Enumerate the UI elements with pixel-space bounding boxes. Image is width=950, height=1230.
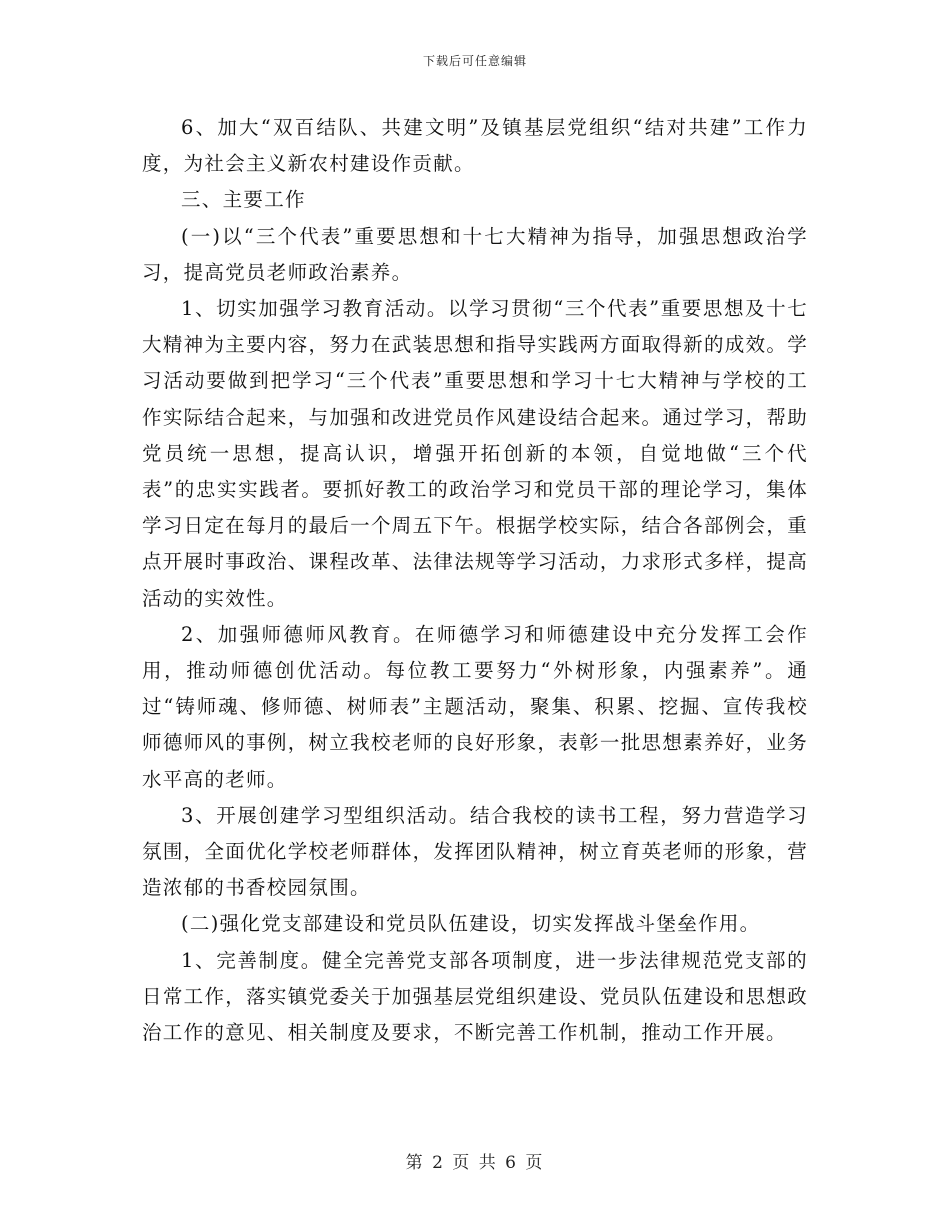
page-number: 第 2 页 共 6 页 [405,1153,545,1173]
page-header: 下载后可任意编辑 [422,54,527,68]
paragraph-learning-organization: 3、开展创建学习型组织活动。结合我校的读书工程，努力营造学习氛围，全面优化学校老师群体，发挥团队精神，树立育英老师的形象，营造浓郁的书香校园氛围。 [142,803,808,900]
subsection-heading-1: (一)以“三个代表”重要思想和十七大精神为指导，加强思想政治学习，提高党员老师政治素养。 [142,224,808,284]
paragraph-teacher-ethics: 2、加强师德师风教育。在师德学习和师德建设中充分发挥工会作用，推动师德创优活动。每位教工要努力“外树形象，内强素养”。通过“铸师魂、修师德、树师表”主题活动，聚集、积累、挖掘、宣传我校师德师风的事例，树立我校老师的良好形象，表彰一批思想素养好，业务水平高的老师。 [142,622,808,791]
paragraph-improve-system: 1、完善制度。健全完善党支部各项制度，进一步法律规范党支部的日常工作，落实镇党委关于加强基层党组织建设、党员队伍建设和思想政治工作的意见、相关制度及要求，不断完善工作机制，推动工作开展。 [142,948,808,1045]
subsection-heading-2: (二)强化党支部建设和党员队伍建设，切实发挥战斗堡垒作用。 [181,912,761,936]
paragraph-item-6: 6、加大“双百结队、共建文明”及镇基层党组织“结对共建”工作力度，为社会主义新农村建设作贡献。 [142,116,808,176]
paragraph-study-education: 1、切实加强学习教育活动。以学习贯彻“三个代表”重要思想及十七大精神为主要内容，努力在武装思想和指导实践两方面取得新的成效。学习活动要做到把学习“三个代表”重要思想和学习十七大精神与学校的工作实际结合起来，与加强和改进党员作风建设结合起来。通过学习，帮助党员统一思想，提高认识，增强开拓创新的本领，自觉地做“三个代表”的忠实实践者。要抓好教工的政治学习和党员干部的理论学习，集体学习日定在每月的最后一个周五下午。根据学校实际，结合各部例会，重点开展时事政治、课程改革、法律法规等学习活动，力求形式多样，提高活动的实效性。 [142,297,808,610]
section-heading-main-work: 三、主要工作 [181,188,306,212]
document-body [142,110,808,1051]
